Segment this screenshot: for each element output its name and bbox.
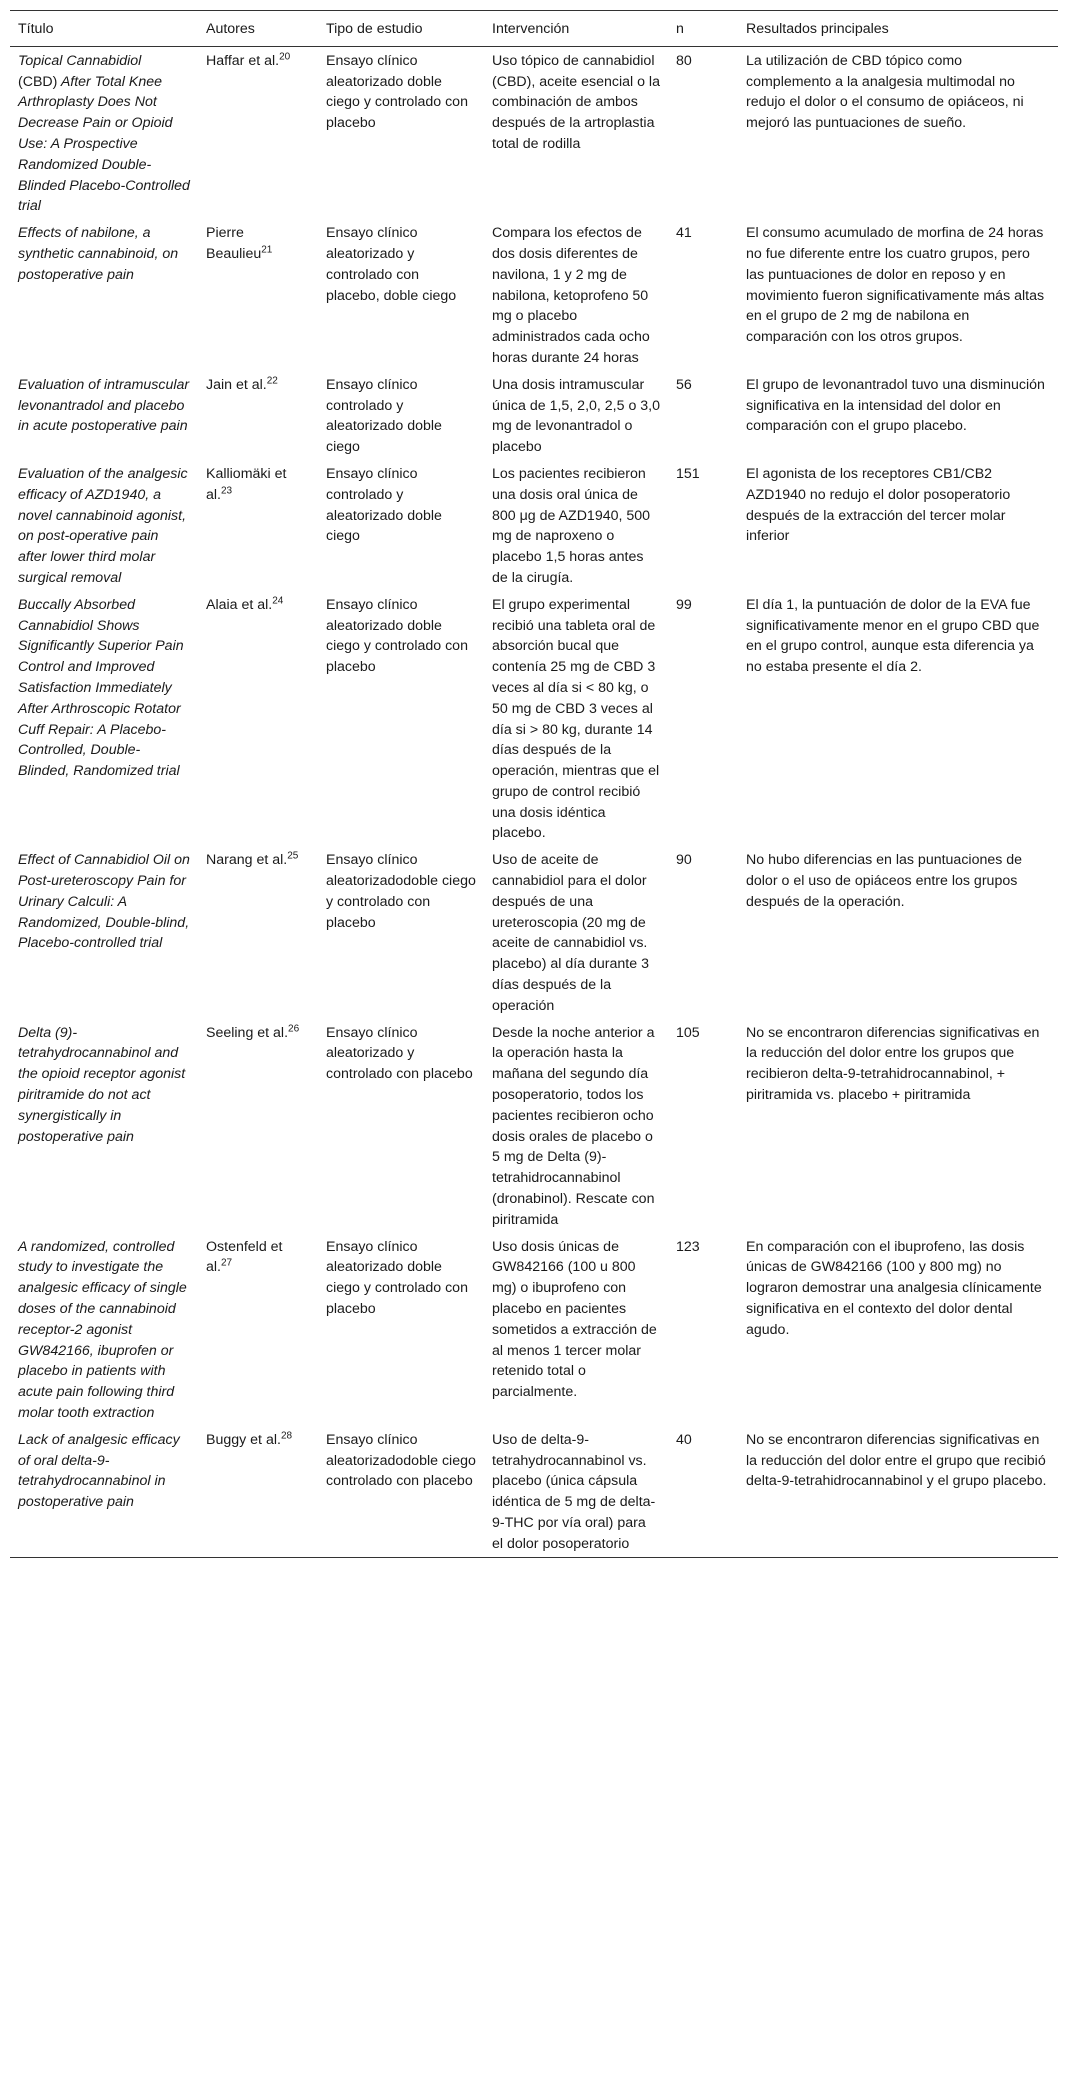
reference-number: 22 [266, 375, 278, 387]
cell-authors [198, 1233, 318, 1426]
cell-title [10, 46, 198, 219]
table-header-row [10, 11, 1058, 47]
authors-text: Kalliomäki et al. [206, 465, 287, 503]
authors-text: Ostenfeld et al. [206, 1238, 283, 1276]
cell-n: 41 [676, 225, 692, 242]
reference-number: 28 [280, 1430, 293, 1442]
reference-number: 21 [261, 244, 273, 256]
studies-table-container [10, 10, 1058, 1558]
authors-text: Narang et al. [206, 852, 288, 869]
reference-number: 24 [272, 594, 284, 606]
cell-n: 123 [676, 1238, 700, 1255]
cell-results: El día 1, la puntuación de dolor de la EVA fue significativamente menor en el grupo CBD que en el grupo control, aunque esta diferencia ya no estaba presente el día 2. [746, 596, 1040, 676]
header-n: n [676, 21, 684, 37]
table-row [10, 846, 1058, 1018]
cell-intervention: Uso tópico de cannabidiol (CBD), aceite esencial o la combinación de ambos después de la artroplastia total de rodilla [492, 52, 660, 152]
cell-title: Delta (9)-tetrahydrocannabinol and the opioid receptor agonist piritramide do not act synergistically in postoperative pain [18, 1024, 186, 1145]
cell-intervention: El grupo experimental recibió una tableta oral de absorción bucal que contenía 25 mg de CBD 3 veces al día si < 80 kg, o 50 mg de CBD 3 veces al día si > 80 kg, durante 14 días después de la operación, mientras que el grupo de control recibió una dosis idéntica placebo. [492, 596, 660, 842]
authors-text: Seeling et al. [206, 1024, 289, 1041]
title-plain: Topical Cannabidiol [18, 52, 142, 69]
cell-study-type: Ensayo clínico aleatorizado doble ciego y controlado con placebo [326, 1238, 468, 1318]
reference-number: 27 [220, 1257, 233, 1269]
table-row [10, 1233, 1058, 1426]
header-results: Resultados principales [746, 21, 889, 37]
header-title: Título [18, 21, 54, 37]
cell-n: 80 [676, 52, 692, 69]
cell-study-type: Ensayo clínico aleatorizado doble ciego y controlado con placebo [326, 52, 468, 132]
cell-intervention: Uso dosis únicas de GW842166 (100 u 800 mg) o ibuprofeno con placebo en pacientes sometidos a extracción de al menos 1 tercer molar retenido total o parcialmente. [492, 1238, 657, 1401]
cell-title: A randomized, controlled study to investigate the analgesic efficacy of single doses of the cannabinoid receptor-2 agonist GW842166, ibuprofen or placebo in patients with acute pain following third molar tooth extraction [18, 1238, 187, 1421]
cell-study-type: Ensayo clínico aleatorizadodoble ciego y controlado con placebo [326, 852, 476, 931]
cell-authors [198, 371, 318, 460]
reference-number: 20 [279, 51, 291, 63]
table-row [10, 1019, 1058, 1233]
header-authors: Autores [206, 21, 255, 37]
cell-results: El grupo de levonantradol tuvo una disminución significativa en la intensidad del dolor en comparación con el grupo placebo. [746, 376, 1045, 435]
reference-number: 26 [288, 1022, 300, 1034]
table-row [10, 460, 1058, 591]
cell-authors [198, 219, 318, 371]
header-intervention: Intervención [492, 21, 570, 37]
cell-authors [198, 1426, 318, 1557]
header-study-type: Tipo de estudio [326, 21, 423, 37]
table-row [10, 371, 1058, 460]
cell-results: El consumo acumulado de morfina de 24 horas no fue diferente entre los cuatro grupos, pero las puntuaciones de dolor en reposo y en movimiento fueron significativamente más altas en el grupo de 2 mg de nabilona en comparación con los otros grupos. [746, 225, 1045, 346]
cell-title: Effect of Cannabidiol Oil on Post-ureteroscopy Pain for Urinary Calculi: A Randomized, Double-blind, Placebo-controlled trial [18, 852, 190, 952]
cell-results: En comparación con el ibuprofeno, las dosis únicas de GW842166 (100 y 800 mg) no lograron demostrar una analgesia clínicamente significativa en el contexto del dolor dental agudo. [746, 1238, 1042, 1338]
cell-study-type: Ensayo clínico aleatorizadodoble ciego controlado con placebo [326, 1431, 476, 1490]
cell-study-type: Ensayo clínico aleatorizado y controlado con placebo [326, 1024, 473, 1083]
cell-n: 151 [676, 465, 700, 482]
cell-authors [198, 46, 318, 219]
cell-authors [198, 591, 318, 847]
cell-intervention: Los pacientes recibieron una dosis oral única de 800 μg de AZD1940, 500 mg de naproxeno o placebo 1,5 horas antes de la cirugía. [492, 465, 651, 586]
title-italic: After Total Knee Arthroplasty Does Not Decrease Pain or Opioid Use: A Prospective Randomized Double-Blinded Placebo-Controlled trial [18, 73, 190, 215]
table-row [10, 219, 1058, 371]
cell-intervention: Una dosis intramuscular única de 1,5, 2,0, 2,5 o 3,0 mg de levonantradol o placebo [492, 376, 661, 456]
cell-authors [198, 846, 318, 1018]
cell-intervention: Uso de delta-9-tetrahydrocannabinol vs. placebo (única cápsula idéntica de 5 mg de delta-9-THC por vía oral) para el dolor posoperatorio [492, 1431, 656, 1552]
cell-n: 105 [676, 1024, 700, 1041]
cell-results: El agonista de los receptores CB1/CB2 AZD1940 no redujo el dolor posoperatorio después de la extracción del tercer molar inferior [746, 465, 1011, 545]
studies-table [10, 10, 1058, 1558]
reference-number: 25 [287, 850, 299, 862]
authors-text: Pierre Beaulieu [206, 225, 262, 262]
cell-n: 40 [676, 1431, 692, 1448]
cell-title: Evaluation of intramuscular levonantradol and placebo in acute postoperative pain [18, 376, 190, 435]
cell-n: 99 [676, 596, 692, 613]
title-plain-abbrev: (CBD) [18, 73, 58, 90]
cell-results: No se encontraron diferencias significativas en la reducción del dolor entre los grupos que recibieron delta-9-tetrahidrocannabinol, + piritramida vs. placebo + piritramida [746, 1024, 1040, 1104]
cell-study-type: Ensayo clínico aleatorizado y controlado con placebo, doble ciego [326, 225, 457, 304]
cell-results: No hubo diferencias en las puntuaciones de dolor o el uso de opiáceos entre los grupos después de la operación. [746, 852, 1023, 910]
cell-title: Lack of analgesic efficacy of oral delta-9-tetrahydrocannabinol in postoperative pain [18, 1431, 180, 1511]
cell-n: 90 [676, 852, 692, 869]
authors-text: Haffar et al. [206, 52, 280, 69]
cell-results: No se encontraron diferencias significativas en la reducción del dolor entre el grupo que recibió delta-9-tetrahidrocannabinol y el grupo placebo. [746, 1431, 1047, 1490]
cell-intervention: Desde la noche anterior a la operación hasta la mañana del segundo día posoperatorio, todos los pacientes recibieron ocho dosis orales de placebo o 5 mg de Delta (9)-tetrahidrocannabinol (dronabinol). Rescate con piritramida [492, 1024, 655, 1228]
cell-authors [198, 460, 318, 591]
authors-text: Jain et al. [206, 376, 267, 393]
authors-text: Buggy et al. [206, 1431, 281, 1448]
cell-title: Evaluation of the analgesic efficacy of AZD1940, a novel cannabinoid agonist, on post-operative pain after lower third molar surgical removal [18, 465, 188, 586]
cell-title: Buccally Absorbed Cannabidiol Shows Significantly Superior Pain Control and Improved Satisfaction Immediately After Arthroscopic Rotator Cuff Repair: A Placebo-Controlled, Double-Blinded, Randomized trial [18, 596, 184, 780]
table-row [10, 1426, 1058, 1557]
cell-intervention: Compara los efectos de dos dosis diferentes de navilona, 1 y 2 mg de nabilona, ketoprofeno 50 mg o placebo administrados cada ocho horas durante 24 horas [492, 225, 650, 366]
cell-study-type: Ensayo clínico controlado y aleatorizado doble ciego [326, 376, 442, 456]
cell-title: Effects of nabilone, a synthetic cannabinoid, on postoperative pain [18, 225, 179, 283]
cell-authors [198, 1019, 318, 1233]
cell-study-type: Ensayo clínico controlado y aleatorizado doble ciego [326, 465, 442, 545]
table-row [10, 591, 1058, 847]
cell-intervention: Uso de aceite de cannabidiol para el dolor después de una ureteroscopia (20 mg de aceite de cannabidiol vs. placebo) al día durante 3 días después de la operación [492, 852, 649, 1014]
reference-number: 23 [220, 485, 233, 496]
authors-text: Alaia et al. [206, 596, 273, 613]
cell-study-type: Ensayo clínico aleatorizado doble ciego y controlado con placebo [326, 596, 468, 676]
table-row [10, 46, 1058, 219]
cell-n: 56 [676, 376, 692, 393]
cell-results: La utilización de CBD tópico como complemento a la analgesia multimodal no redujo el dolor o el consumo de opiáceos, ni mejoró las puntuaciones de sueño. [746, 52, 1024, 132]
